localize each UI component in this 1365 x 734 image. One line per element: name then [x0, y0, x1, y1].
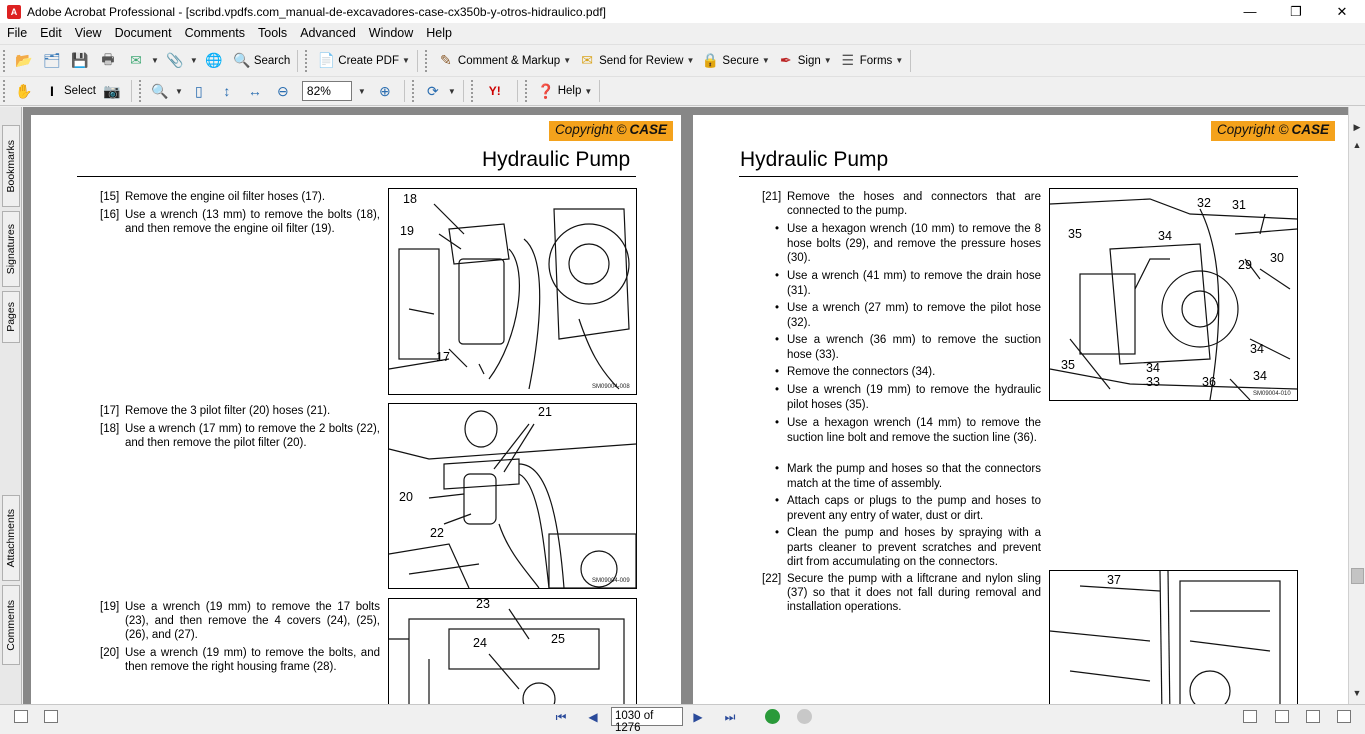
bullet-text: Use a wrench (19 mm) to remove the hydraulic pilot hoses (35). — [787, 384, 1041, 411]
create-pdf-button[interactable] — [313, 48, 413, 74]
figure-callout: 22 — [430, 526, 444, 540]
select-label: Select — [64, 85, 96, 97]
create-pdf-label: Create PDF — [338, 54, 399, 67]
bullet-item — [775, 269, 1041, 298]
select-tool-button[interactable] — [39, 78, 99, 104]
figure-callout: 37 — [1107, 573, 1121, 587]
bullet-item — [775, 494, 1041, 523]
step-text: Remove the hoses and connectors that are connected to the pump. — [787, 191, 1041, 217]
comment-markup-icon: ✎ — [440, 52, 452, 68]
send-review-icon: ✉ — [581, 52, 593, 68]
printer-icon: 🖶 — [101, 50, 115, 67]
toolbar-grip[interactable] — [525, 80, 529, 102]
bullet-glyph: • — [775, 302, 780, 314]
close-button[interactable]: ✕ — [1336, 3, 1348, 19]
toolbar-separator — [404, 80, 405, 102]
chevron-down-icon: ▼ — [563, 56, 572, 65]
figure-pilot-filter — [388, 403, 637, 589]
step-17 — [100, 404, 380, 418]
first-page-icon[interactable]: ⏮ — [555, 709, 567, 724]
send-review-label: Send for Review — [599, 54, 684, 67]
figure-callout: 30 — [1270, 251, 1284, 265]
toolbar-separator — [517, 80, 518, 102]
pdf-page-right — [693, 115, 1349, 715]
toolbar-separator — [463, 80, 464, 102]
step-text: Use a wrench (19 mm) to remove the 17 bolts (23), and then remove the 4 covers (24), (25), (26), and (27). — [125, 601, 380, 641]
step-text: Secure the pump with a liftcrane and nylon sling (37) so that it does not fall during removal and installation operations. — [787, 573, 1041, 613]
folder-open-icon: 📂 — [15, 52, 33, 68]
plus-circle-icon: ⊕ — [378, 82, 391, 99]
continuous-layout-icon[interactable] — [1275, 710, 1289, 723]
continuous-facing-layout-icon[interactable] — [1337, 710, 1351, 723]
menu-advanced[interactable]: Advanced — [300, 26, 356, 40]
pages-tab[interactable] — [2, 291, 20, 343]
page-title: Hydraulic Pump — [740, 148, 889, 171]
secure-label: Secure — [722, 54, 759, 67]
hand-icon: ✋ — [15, 82, 33, 99]
fit-page-icon: ↕ — [223, 83, 231, 99]
figure-callout: 24 — [473, 636, 487, 650]
actual-size-button[interactable] — [186, 78, 214, 104]
sign-button[interactable] — [773, 48, 835, 74]
figure-callout: 29 — [1238, 258, 1252, 272]
step-21 — [762, 190, 1041, 218]
bullet-glyph: • — [775, 463, 780, 475]
pen-icon: ✒ — [779, 52, 792, 68]
step-number: [20] — [100, 647, 120, 659]
toolbar-grip[interactable] — [3, 50, 7, 72]
liftcrane-drawing — [1050, 571, 1297, 719]
step-number: [21] — [762, 191, 782, 203]
comments-tab[interactable] — [2, 585, 20, 665]
toolbar-grip[interactable] — [139, 80, 143, 102]
bookmarks-tab[interactable] — [2, 125, 20, 207]
forms-icon: ☰ — [841, 52, 854, 68]
search-button[interactable] — [229, 48, 293, 74]
vertical-scrollbar[interactable] — [1348, 107, 1365, 704]
help-button[interactable] — [533, 78, 596, 104]
step-text: Use a wrench (17 mm) to remove the 2 bolts (22), and then remove the pilot filter (20). — [125, 423, 380, 449]
pilot-filter-drawing — [389, 404, 636, 588]
copyright-banner — [1211, 121, 1335, 141]
case-brand-logo: CASE — [629, 122, 667, 137]
step-16 — [100, 208, 380, 236]
figure-callout: 19 — [400, 224, 414, 238]
binoculars-icon: 🔍 — [233, 52, 251, 68]
previous-page-icon[interactable]: ◀ — [588, 710, 598, 724]
envelope-icon: ✉ — [130, 52, 142, 68]
toolbar-grip[interactable] — [305, 50, 309, 72]
zoom-tool-button[interactable] — [147, 78, 186, 104]
bookmarks-tab-label: Bookmarks — [5, 139, 17, 193]
comments-tab-label: Comments — [5, 599, 17, 651]
scroll-down-arrow-icon[interactable]: ▼ — [1352, 688, 1362, 698]
minus-circle-icon: ⊖ — [277, 82, 289, 99]
chevron-down-icon: ▼ — [761, 56, 770, 65]
chevron-down-icon: ▼ — [151, 56, 159, 65]
bullet-glyph: • — [775, 223, 780, 235]
figure-callout: 35 — [1061, 358, 1075, 372]
chevron-down-icon: ▼ — [823, 56, 832, 65]
status-bar — [0, 704, 1365, 734]
step-text: Remove the engine oil filter hoses (17). — [125, 191, 326, 203]
figure-callout: 34 — [1253, 369, 1267, 383]
copyright-text: Copyright © — [1217, 122, 1289, 137]
print-button[interactable] — [95, 48, 123, 74]
single-page-layout-icon[interactable] — [1243, 710, 1257, 723]
fit-width-icon: ↔ — [247, 83, 262, 99]
toolbar-separator — [599, 80, 600, 102]
chevron-down-icon: ▼ — [174, 86, 183, 96]
bullet-text: Use a wrench (27 mm) to remove the pilot hose (32). — [787, 302, 1041, 329]
step-15 — [100, 190, 380, 204]
menu-view[interactable]: View — [74, 26, 102, 40]
minimize-button[interactable]: — — [1243, 4, 1257, 19]
window-mode-icon[interactable] — [44, 710, 58, 723]
bullet-text: Clean the pump and hoses by spraying with a parts cleaner to prevent scratches and prevent dirt from accumulating on the connectors. — [787, 527, 1041, 568]
toolbar-separator — [131, 80, 132, 102]
bullet-glyph: • — [775, 495, 780, 507]
bullet-text: Attach caps or plugs to the pump and hoses to prevent any entry of water, dust or dirt. — [787, 495, 1041, 522]
bullet-glyph: • — [775, 527, 780, 539]
organizer-icon: 🗂 — [43, 52, 61, 68]
step-22 — [762, 572, 1041, 614]
globe-icon: 🌐 — [205, 52, 223, 68]
title-rule — [77, 176, 636, 177]
step-number: [16] — [100, 209, 120, 221]
paperclip-icon: 📎 — [166, 52, 184, 68]
step-19 — [100, 600, 380, 642]
document-view[interactable] — [23, 107, 1348, 704]
open-button[interactable] — [11, 48, 39, 74]
rotate-button[interactable] — [420, 78, 459, 104]
bullet-glyph: • — [775, 366, 780, 378]
figure-callout: 18 — [403, 192, 417, 206]
organizer-button[interactable] — [39, 48, 67, 74]
step-number: [19] — [100, 601, 120, 613]
figure-callout: 32 — [1197, 196, 1211, 210]
toolbar-grip[interactable] — [412, 80, 416, 102]
menu-bar — [0, 23, 1365, 43]
comment-markup-label: Comment & Markup — [457, 54, 561, 67]
previous-view-icon[interactable] — [765, 709, 780, 724]
menu-window[interactable]: Window — [368, 26, 414, 40]
title-rule — [739, 176, 1298, 177]
case-brand-logo: CASE — [1291, 122, 1329, 137]
save-icon: 💾 — [71, 52, 89, 68]
bullet-text: Use a hexagon wrench (14 mm) to remove the suction line bolt and remove the suction line (36). — [787, 417, 1041, 444]
figure-covers — [388, 598, 637, 718]
figure-callout: 23 — [476, 597, 490, 611]
next-page-icon[interactable]: ▶ — [693, 710, 703, 724]
figure-callout: 17 — [436, 350, 450, 364]
bullet-item — [775, 416, 1041, 445]
create-pdf-icon: 📄 — [317, 52, 335, 68]
forms-button[interactable] — [835, 48, 907, 74]
facing-layout-icon[interactable] — [1306, 710, 1320, 723]
step-text: Use a wrench (19 mm) to remove the bolts, and then remove the right housing frame (28). — [125, 647, 380, 673]
figure-callout: 20 — [399, 490, 413, 504]
bullet-text: Use a wrench (36 mm) to remove the suction hose (33). — [787, 334, 1041, 361]
figure-callout: 31 — [1232, 198, 1246, 212]
figure-callout: 21 — [538, 405, 552, 419]
next-view-icon[interactable] — [797, 709, 812, 724]
chevron-down-icon: ▼ — [584, 86, 593, 96]
copyright-banner — [549, 121, 673, 141]
step-number: [18] — [100, 423, 120, 435]
navigation-panel — [0, 107, 22, 704]
last-page-icon[interactable]: ⏭ — [724, 709, 736, 724]
bullet-text: Mark the pump and hoses so that the connectors match at the time of assembly. — [787, 463, 1041, 490]
fit-page-button[interactable] — [214, 78, 242, 104]
toolbar-grip[interactable] — [3, 80, 7, 102]
window-title: Adobe Acrobat Professional - [scribd.vpdfs.com_manual-de-excavadores-case-cx350b-y-otros-hidraulico.pdf] — [27, 4, 606, 19]
zoom-in-icon: 🔍 — [151, 82, 169, 99]
comment-markup-button[interactable] — [433, 48, 574, 74]
figure-callout: 35 — [1068, 227, 1082, 241]
bullet-item — [775, 301, 1041, 330]
page-number-input[interactable]: 1030 of 1276 — [611, 707, 683, 726]
save-button[interactable] — [67, 48, 95, 74]
bullet-glyph: • — [775, 270, 780, 282]
step-text: Use a wrench (13 mm) to remove the bolts (18), and then remove the engine oil filter (19). — [125, 209, 380, 235]
step-number: [15] — [100, 191, 120, 203]
bullet-item — [775, 383, 1041, 412]
lock-icon: 🔒 — [701, 52, 720, 68]
title-bar — [0, 0, 1365, 23]
acrobat-app-icon: A — [7, 5, 21, 19]
zoom-input[interactable]: 82% — [302, 81, 352, 101]
zoom-out-button[interactable] — [270, 78, 298, 104]
figure-code: SM09004-010 — [1253, 391, 1291, 397]
menu-help[interactable]: Help — [426, 26, 452, 40]
bullet-text: Use a hexagon wrench (10 mm) to remove the 8 hose bolts (29), and remove the pressure hoses (30). — [787, 223, 1041, 264]
chevron-down-icon: ▼ — [895, 56, 904, 65]
figure-callout: 25 — [551, 632, 565, 646]
bullet-glyph: • — [775, 417, 780, 429]
page-size-icon[interactable] — [14, 710, 28, 723]
figure-callout: 34 — [1158, 229, 1172, 243]
web-search-button[interactable] — [201, 48, 229, 74]
pdf-page-left — [31, 115, 681, 715]
toolbar-grip[interactable] — [471, 80, 475, 102]
email-button[interactable] — [123, 48, 162, 74]
bullet-item — [775, 333, 1041, 362]
oil-filter-drawing — [389, 189, 636, 394]
scroll-right-arrow-icon[interactable]: ▶ — [1353, 121, 1361, 132]
sign-label: Sign — [797, 54, 821, 67]
scrollbar-thumb[interactable] — [1351, 568, 1364, 584]
chevron-down-icon: ▼ — [686, 56, 695, 65]
yahoo-icon: Y! — [488, 84, 501, 98]
bullet-glyph: • — [775, 384, 780, 396]
toolbar-separator — [910, 50, 911, 72]
bullet-item — [775, 222, 1041, 266]
camera-icon: 📷 — [103, 82, 121, 99]
toolbar-separator — [297, 50, 298, 72]
attachments-tab-label: Attachments — [5, 508, 17, 568]
text-cursor-icon: I — [50, 83, 54, 99]
file-toolbar — [0, 44, 1365, 76]
figure-callout: 34 — [1250, 342, 1264, 356]
send-review-button[interactable] — [574, 48, 697, 74]
page-title: Hydraulic Pump — [482, 148, 631, 171]
help-icon: ❓ — [537, 82, 555, 99]
chevron-down-icon: ▼ — [189, 56, 198, 65]
attachments-tab[interactable] — [2, 495, 20, 581]
chevron-down-icon: ▼ — [402, 56, 410, 65]
step-20 — [100, 646, 380, 674]
figure-liftcrane — [1049, 570, 1298, 720]
menu-tools[interactable]: Tools — [258, 26, 288, 40]
hand-tool-button[interactable] — [11, 78, 39, 104]
yahoo-search-button[interactable] — [479, 78, 513, 104]
menu-comments[interactable]: Comments — [184, 26, 245, 40]
figure-oil-filter — [388, 188, 637, 395]
step-18 — [100, 422, 380, 450]
copyright-text: Copyright © — [555, 122, 627, 137]
fit-width-button[interactable] — [242, 78, 270, 104]
chevron-down-icon: ▼ — [447, 86, 456, 96]
menu-file[interactable]: File — [7, 26, 28, 40]
navigation-toolbar — [0, 76, 1365, 106]
toolbar-grip[interactable] — [425, 50, 429, 72]
bullet-glyph: • — [775, 334, 780, 346]
menu-edit[interactable]: Edit — [40, 26, 62, 40]
figure-code: SM09004-008 — [592, 384, 630, 390]
forms-label: Forms — [859, 54, 893, 67]
figure-callout: 34 — [1146, 361, 1160, 375]
signatures-tab-label: Signatures — [5, 223, 17, 275]
step-number: [17] — [100, 405, 120, 417]
attach-button[interactable] — [162, 48, 201, 74]
secure-button[interactable] — [697, 48, 772, 74]
step-text: Remove the 3 pilot filter (20) hoses (21). — [125, 405, 331, 417]
covers-drawing — [389, 599, 636, 717]
zoom-in-button[interactable] — [372, 78, 400, 104]
maximize-button[interactable]: ❐ — [1290, 3, 1302, 19]
zoom-dropdown-icon[interactable]: ▼ — [357, 86, 366, 96]
toolbar-separator — [417, 50, 418, 72]
scroll-up-arrow-icon[interactable]: ▲ — [1352, 140, 1362, 150]
figure-callout: 33 — [1146, 375, 1160, 389]
figure-pump-hoses — [1049, 188, 1298, 401]
figure-code: SM09004-009 — [592, 578, 630, 584]
bullet-item — [775, 462, 1041, 491]
bullet-item — [775, 526, 1041, 570]
snapshot-tool-button[interactable] — [99, 78, 127, 104]
bullet-item — [775, 365, 1041, 380]
page-icon: ▯ — [195, 82, 203, 99]
signatures-tab[interactable] — [2, 211, 20, 287]
menu-document[interactable]: Document — [114, 26, 172, 40]
step-number: [22] — [762, 573, 782, 585]
help-label: Help — [557, 85, 582, 97]
search-label: Search — [253, 54, 291, 67]
pages-tab-label: Pages — [5, 302, 17, 332]
figure-callout: 36 — [1202, 375, 1216, 389]
bullet-text: Remove the connectors (34). — [787, 366, 936, 378]
bullet-text: Use a wrench (41 mm) to remove the drain hose (31). — [787, 270, 1041, 297]
rotate-icon: ⟳ — [426, 82, 439, 99]
